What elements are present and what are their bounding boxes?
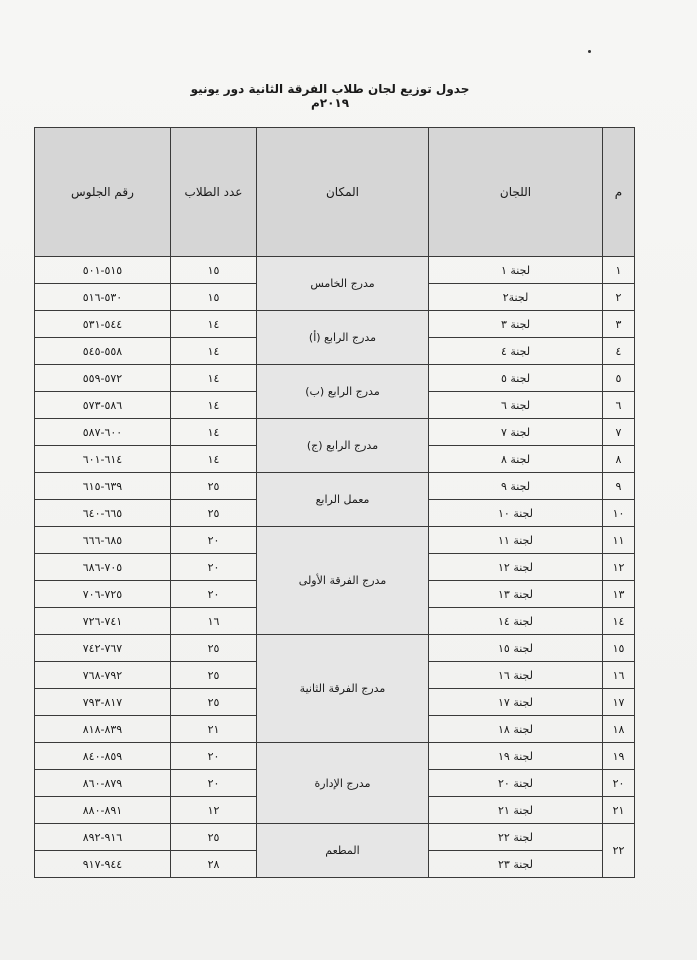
- row-index: ٣: [603, 311, 635, 338]
- seat-range: ٩١٦-٨٩٢: [35, 824, 171, 851]
- committee-name: لجنة ١٢: [429, 554, 603, 581]
- row-index: ٢: [603, 284, 635, 311]
- header-index: م: [603, 128, 635, 257]
- speck: [588, 50, 591, 53]
- header-row: [35, 128, 635, 257]
- student-count: ٢٥: [171, 824, 257, 851]
- committee-name: لجنة ٣: [429, 311, 603, 338]
- student-count: ٢٥: [171, 473, 257, 500]
- student-count: ١٤: [171, 338, 257, 365]
- committee-name: لجنة ١٧: [429, 689, 603, 716]
- committee-name: لجنة ٢١: [429, 797, 603, 824]
- seat-range: ٦٣٩-٦١٥: [35, 473, 171, 500]
- student-count: ٢٠: [171, 743, 257, 770]
- place-name: مدرج الفرقة الثانية: [257, 635, 429, 743]
- committee-name: لجنة ٤: [429, 338, 603, 365]
- document-title: جدول توزيع لجان طلاب الفرقة الثانية دور يونيو ٢٠١٩م: [190, 82, 470, 110]
- seat-range: ٨٥٩-٨٤٠: [35, 743, 171, 770]
- row-index: ٩: [603, 473, 635, 500]
- student-count: ١٤: [171, 311, 257, 338]
- seat-range: ٨٩١-٨٨٠: [35, 797, 171, 824]
- seat-range: ٦٨٥-٦٦٦: [35, 527, 171, 554]
- place-name: معمل الرابع: [257, 473, 429, 527]
- header-count: عدد الطلاب: [171, 128, 257, 257]
- committee-name: لجنة ٧: [429, 419, 603, 446]
- committee-name: لجنة ١٨: [429, 716, 603, 743]
- row-index: ٢١: [603, 797, 635, 824]
- row-index: ٦: [603, 392, 635, 419]
- row-index: ١٣: [603, 581, 635, 608]
- place-name: مدرج الرابع (أ): [257, 311, 429, 365]
- row-index: ١٨: [603, 716, 635, 743]
- seat-range: ٨٣٩-٨١٨: [35, 716, 171, 743]
- place-name: مدرج الرابع (ب): [257, 365, 429, 419]
- table-body: [35, 257, 635, 878]
- seat-range: ٧٠٥-٦٨٦: [35, 554, 171, 581]
- row-index: ٨: [603, 446, 635, 473]
- seat-range: ٧٦٧-٧٤٢: [35, 635, 171, 662]
- student-count: ١٢: [171, 797, 257, 824]
- row-index: ١٧: [603, 689, 635, 716]
- row-index: ١٠: [603, 500, 635, 527]
- seat-range: ٨١٧-٧٩٣: [35, 689, 171, 716]
- table-row: [35, 527, 635, 554]
- student-count: ٢٥: [171, 662, 257, 689]
- seat-range: ٥٣٠-٥١٦: [35, 284, 171, 311]
- header-committees: اللجان: [429, 128, 603, 257]
- seat-range: ٧٢٥-٧٠٦: [35, 581, 171, 608]
- committee-name: لجنة ١١: [429, 527, 603, 554]
- committee-name: لجنة ٢٠: [429, 770, 603, 797]
- row-index: ١: [603, 257, 635, 284]
- student-count: ٢٥: [171, 500, 257, 527]
- place-name: المطعم: [257, 824, 429, 878]
- student-count: ٢٠: [171, 770, 257, 797]
- student-count: ١٦: [171, 608, 257, 635]
- committee-name: لجنة ١٣: [429, 581, 603, 608]
- student-count: ٢١: [171, 716, 257, 743]
- student-count: ٢٠: [171, 527, 257, 554]
- seat-range: ٦٠٠-٥٨٧: [35, 419, 171, 446]
- student-count: ٢٥: [171, 635, 257, 662]
- row-index: ٤: [603, 338, 635, 365]
- committee-table: [34, 127, 635, 878]
- seat-range: ٥٥٨-٥٤٥: [35, 338, 171, 365]
- table-row: [35, 419, 635, 446]
- place-name: مدرج الإدارة: [257, 743, 429, 824]
- place-name: مدرج الفرقة الأولى: [257, 527, 429, 635]
- table-row: [35, 635, 635, 662]
- row-index: ١٢: [603, 554, 635, 581]
- seat-range: ٧٤١-٧٢٦: [35, 608, 171, 635]
- row-index: ٥: [603, 365, 635, 392]
- student-count: ٢٠: [171, 554, 257, 581]
- row-index: ١٥: [603, 635, 635, 662]
- row-index: ٢٠: [603, 770, 635, 797]
- seat-range: ٥٤٤-٥٣١: [35, 311, 171, 338]
- committee-name: لجنة ١٥: [429, 635, 603, 662]
- row-index: ١٤: [603, 608, 635, 635]
- committee-name: لجنة ٩: [429, 473, 603, 500]
- header-place: المكان: [257, 128, 429, 257]
- seat-range: ٥٧٢-٥٥٩: [35, 365, 171, 392]
- table-row: [35, 365, 635, 392]
- table-row: [35, 743, 635, 770]
- student-count: ١٤: [171, 446, 257, 473]
- student-count: ١٥: [171, 284, 257, 311]
- committee-name: لجنة ١٤: [429, 608, 603, 635]
- committee-name: لجنة ٦: [429, 392, 603, 419]
- row-index: ٧: [603, 419, 635, 446]
- student-count: ١٥: [171, 257, 257, 284]
- student-count: ٢٥: [171, 689, 257, 716]
- place-name: مدرج الرابع (ج): [257, 419, 429, 473]
- table-row: [35, 311, 635, 338]
- row-index: ١١: [603, 527, 635, 554]
- table-row: [35, 824, 635, 851]
- committee-name: لجنة٢: [429, 284, 603, 311]
- committee-name: لجنة ٢٢: [429, 824, 603, 851]
- seat-range: ٥١٥-٥٠١: [35, 257, 171, 284]
- place-name: مدرج الخامس: [257, 257, 429, 311]
- committee-name: لجنة ٨: [429, 446, 603, 473]
- table-row: [35, 257, 635, 284]
- student-count: ٢٠: [171, 581, 257, 608]
- header-seats: رقم الجلوس: [35, 128, 171, 257]
- seat-range: ٥٨٦-٥٧٣: [35, 392, 171, 419]
- student-count: ١٤: [171, 392, 257, 419]
- committee-name: لجنة ١: [429, 257, 603, 284]
- seat-range: ٨٧٩-٨٦٠: [35, 770, 171, 797]
- table-row: [35, 473, 635, 500]
- committee-name: لجنة ٥: [429, 365, 603, 392]
- student-count: ١٤: [171, 419, 257, 446]
- student-count: ١٤: [171, 365, 257, 392]
- committee-name: لجنة ١٠: [429, 500, 603, 527]
- seat-range: ٦١٤-٦٠١: [35, 446, 171, 473]
- committee-name: لجنة ١٩: [429, 743, 603, 770]
- seat-range: ٦٦٥-٦٤٠: [35, 500, 171, 527]
- student-count: ٢٨: [171, 851, 257, 878]
- seat-range: ٩٤٤-٩١٧: [35, 851, 171, 878]
- committee-name: لجنة ٢٣: [429, 851, 603, 878]
- row-index: ٢٢: [603, 824, 635, 878]
- row-index: ١٩: [603, 743, 635, 770]
- seat-range: ٧٩٢-٧٦٨: [35, 662, 171, 689]
- committee-name: لجنة ١٦: [429, 662, 603, 689]
- row-index: ١٦: [603, 662, 635, 689]
